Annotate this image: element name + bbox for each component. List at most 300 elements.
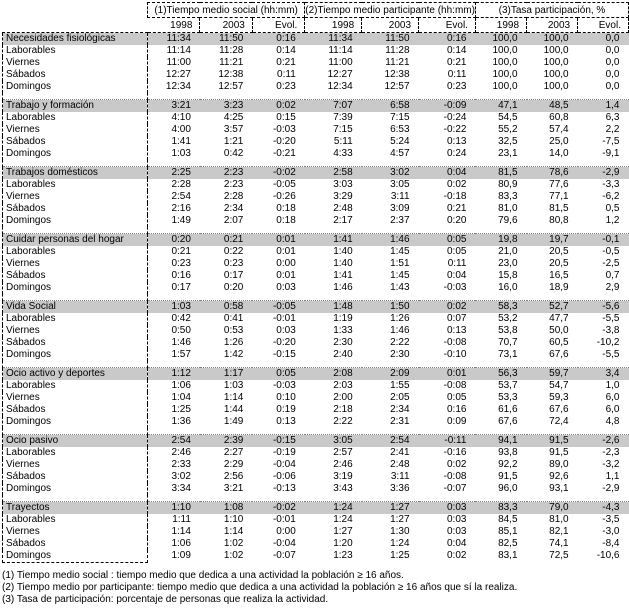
day-value: 3:03 [333, 179, 353, 190]
category-value: 78,6 [527, 167, 578, 180]
day-label: Domingos [3, 349, 148, 361]
day-value: 74,1 [549, 538, 569, 549]
day-value: 0:42 [171, 313, 191, 324]
day-value: 11:00 [166, 57, 191, 68]
day-value: 2:56 [223, 471, 244, 482]
day-row [3, 215, 629, 227]
day-value: -6,2 [602, 191, 620, 202]
day-value: 47,7 [549, 313, 569, 324]
category-value: 81,5 [475, 167, 526, 180]
day-value: 92,2 [498, 459, 518, 470]
day-value: 0:13 [276, 416, 296, 427]
col-group-title-tiempo-medio-social: (1)Tiempo medio social (hh:mm) [147, 3, 304, 18]
day-value: 3:21 [223, 483, 244, 494]
day-value: 0:21 [446, 57, 467, 68]
category-value: -4,3 [578, 502, 629, 515]
day-value: 3:02 [171, 471, 191, 482]
day-value: 1,2 [605, 215, 620, 226]
day-row [3, 282, 629, 294]
col-group-title-tiempo-medio-participante: (2)Tiempo medio participante (hh:mm) [305, 4, 475, 16]
day-value: -0:07 [443, 483, 467, 494]
day-value: 0:02 [446, 459, 467, 470]
category-value: 0:16 [419, 33, 476, 46]
category-value: -2,9 [578, 167, 629, 180]
header-empty-cell [3, 3, 148, 18]
day-value: 1:43 [390, 282, 410, 293]
day-value: 1:41 [333, 270, 353, 281]
day-row [3, 416, 629, 428]
day-value: -0:01 [272, 313, 296, 324]
day-value: 0:03 [276, 325, 296, 336]
day-value: 1:23 [333, 550, 353, 562]
day-value: 0:03 [446, 514, 467, 525]
day-value: 32,5 [498, 136, 518, 147]
category-value: 58,3 [475, 301, 526, 314]
day-value: -8,4 [602, 538, 620, 549]
day-value: 100,0 [492, 57, 518, 68]
category-value: -0,1 [578, 234, 629, 247]
day-value: 0:07 [446, 313, 467, 324]
day-value: 4:00 [171, 124, 191, 135]
category-value: -0:02 [252, 167, 304, 180]
day-value: 1:24 [333, 514, 353, 525]
day-value: 0:09 [446, 416, 467, 427]
day-value: 0:03 [276, 282, 296, 293]
day-value: 1:46 [333, 282, 353, 293]
day-value: 3:11 [390, 191, 410, 202]
day-value: 3:05 [390, 179, 410, 190]
footnote: (1) Tiempo medio social : tiempo medio que dedica a una actividad la población ≥ 16 años. [2, 570, 404, 581]
day-value: 53,7 [498, 380, 518, 391]
day-value: 11:00 [328, 57, 353, 68]
day-row [3, 179, 629, 191]
day-value: 0:20 [446, 215, 467, 226]
category-value: 0:16 [252, 33, 304, 46]
day-value: 0:50 [171, 325, 191, 336]
day-value: -5,5 [602, 313, 620, 324]
category-value: 1:08 [200, 502, 252, 515]
day-value: 89,0 [549, 459, 569, 470]
day-value: 59,3 [549, 392, 569, 403]
day-value: 5:24 [390, 136, 410, 147]
day-value: -0:08 [443, 337, 467, 348]
day-value: 0:03 [446, 526, 467, 537]
day-value: 77,6 [549, 179, 569, 190]
day-value: 2:40 [333, 349, 353, 360]
category-value: 100,0 [527, 33, 578, 46]
day-value: 100,0 [492, 45, 518, 56]
day-value: 2:46 [333, 459, 353, 470]
day-value: 0,0 [605, 69, 620, 80]
day-value: 96,0 [498, 483, 518, 494]
day-value: 0,0 [605, 45, 620, 56]
day-label: Viernes [3, 124, 148, 136]
day-value: -9,1 [602, 148, 620, 159]
day-value: 0,7 [605, 270, 620, 281]
day-value: 5:11 [333, 136, 353, 147]
day-value: -7,5 [602, 136, 620, 147]
day-value: 0:11 [447, 258, 467, 269]
day-value: 0:19 [276, 404, 296, 415]
day-value: -0:13 [272, 483, 296, 494]
day-value: -0:21 [272, 148, 296, 159]
category-value: 83,3 [475, 502, 526, 515]
day-value: 1:04 [171, 392, 191, 403]
day-value: -0:03 [443, 282, 467, 293]
day-value: -2,5 [602, 258, 620, 269]
day-value: 2:33 [171, 459, 191, 470]
category-label: Ocio activo y deportes [3, 368, 148, 381]
day-value: 1:03 [223, 380, 244, 391]
day-value: 11:21 [219, 57, 244, 68]
day-value: 0:16 [446, 404, 467, 415]
year-header-group2-2003: 2003 [362, 18, 419, 33]
day-value: 0:14 [276, 45, 296, 56]
day-value: 67,6 [549, 349, 569, 360]
day-value: -0:22 [443, 124, 467, 135]
day-value: 2:22 [390, 337, 410, 348]
day-value: 100,0 [492, 69, 518, 80]
day-value: 100,0 [543, 57, 569, 68]
category-value: 59,7 [527, 368, 578, 381]
day-value: -0:24 [443, 112, 467, 123]
table-header [3, 3, 629, 33]
day-value: 0:53 [223, 325, 244, 336]
day-value: 85,1 [498, 526, 518, 537]
category-value: 0:05 [419, 234, 476, 247]
day-value: 3:11 [390, 471, 410, 482]
day-label: Domingos [3, 282, 148, 294]
category-value: 11:34 [305, 33, 362, 46]
day-value: 1:27 [333, 526, 353, 537]
day-label: Viernes [3, 526, 148, 538]
day-value: 54,7 [549, 380, 569, 391]
day-value: 2:30 [390, 349, 410, 360]
day-value: -0:05 [272, 179, 296, 190]
day-row [3, 380, 629, 392]
day-value: 0:20 [223, 282, 244, 293]
category-value: 1:50 [362, 301, 419, 314]
day-label: Laborables [3, 447, 148, 459]
day-value: 0:22 [223, 246, 244, 257]
category-value: 91,5 [527, 435, 578, 448]
day-value: 100,0 [543, 69, 569, 80]
category-value: 1:12 [147, 368, 199, 381]
day-row [3, 270, 629, 282]
day-label: Laborables [3, 45, 148, 57]
header-year-row [3, 18, 629, 33]
day-row [3, 258, 629, 270]
day-value: 2,9 [605, 282, 620, 293]
day-value: 0:02 [446, 550, 467, 562]
day-value: 3:36 [390, 483, 410, 494]
day-value: 92,6 [549, 471, 569, 482]
day-value: 0:21 [446, 203, 467, 214]
day-value: -0:03 [272, 124, 296, 135]
day-value: 16,0 [498, 282, 518, 293]
day-value: 100,0 [492, 81, 518, 92]
category-value: -0:15 [252, 435, 304, 448]
day-value: 12:57 [218, 81, 244, 92]
day-value: 0,5 [605, 203, 620, 214]
day-label: Sábados [3, 270, 148, 282]
day-value: 11:28 [219, 45, 244, 56]
category-value: -0:09 [419, 100, 476, 113]
day-label: Viernes [3, 459, 148, 471]
category-value: 7:07 [305, 100, 362, 113]
category-value: 0:03 [419, 502, 476, 515]
category-value: 11:50 [200, 33, 252, 46]
category-value: 2:54 [362, 435, 419, 448]
category-value: -0:05 [252, 301, 304, 314]
day-row [3, 550, 629, 563]
day-value: 0:05 [446, 392, 467, 403]
day-value: 2:18 [333, 404, 353, 415]
category-value: 1:46 [362, 234, 419, 247]
day-value: 1:21 [223, 136, 244, 147]
category-label: Necesidades fisiológicas [3, 33, 148, 46]
day-value: 1:30 [390, 526, 410, 537]
day-value: 0:17 [223, 270, 244, 281]
day-value: 73,1 [498, 349, 518, 360]
day-label: Domingos [3, 550, 148, 563]
day-value: 0:04 [446, 538, 467, 549]
day-value: 11:14 [328, 45, 353, 56]
day-value: 3:34 [171, 483, 191, 494]
day-value: 3:43 [333, 483, 353, 494]
category-value: 94,1 [475, 435, 526, 448]
day-value: 20,5 [549, 258, 569, 269]
category-value: 1:27 [362, 502, 419, 515]
day-value: 4:25 [223, 112, 244, 123]
year-header-group3-evol: Evol. [578, 18, 629, 33]
day-value: -0:04 [272, 459, 296, 470]
day-label: Sábados [3, 337, 148, 349]
day-value: 6,3 [605, 112, 620, 123]
col-group-title-tasa-participacion: (3)Tasa participación, % [475, 3, 628, 18]
day-value: 2:54 [171, 191, 191, 202]
day-value: 0:00 [276, 526, 296, 537]
day-value: 4:57 [390, 148, 410, 159]
day-value: -0:08 [443, 471, 467, 482]
category-value: 0:20 [147, 234, 199, 247]
day-value: 12:38 [384, 69, 410, 80]
day-value: 70,7 [498, 337, 518, 348]
day-value: 1:06 [171, 538, 191, 549]
day-value: 1:46 [171, 337, 191, 348]
day-value: 2:31 [390, 416, 410, 427]
day-value: 0:21 [171, 246, 191, 257]
day-row [3, 349, 629, 361]
day-value: 72,4 [549, 416, 569, 427]
day-value: 60,8 [549, 112, 569, 123]
day-value: 53,3 [498, 392, 518, 403]
category-label: Trabajo y formación [3, 100, 148, 113]
day-label: Domingos [3, 215, 148, 227]
day-value: 4:33 [333, 148, 353, 159]
day-label: Domingos [3, 148, 148, 160]
day-value: -0:10 [443, 349, 467, 360]
day-value: -3,0 [602, 526, 620, 537]
day-value: 80,9 [498, 179, 518, 190]
day-value: 2:46 [171, 447, 191, 458]
day-row [3, 124, 629, 136]
day-row [3, 203, 629, 215]
day-value: 1:20 [333, 538, 353, 549]
day-value: -0:06 [272, 471, 296, 482]
day-value: 2:48 [390, 459, 410, 470]
day-row [3, 246, 629, 258]
category-value: 0:01 [419, 368, 476, 381]
day-value: 1:45 [390, 270, 410, 281]
year-header-group1-evol: Evol. [252, 18, 304, 33]
day-label: Sábados [3, 136, 148, 148]
category-value: 1:10 [147, 502, 199, 515]
day-value: 2:41 [390, 447, 410, 458]
day-value: 50,0 [549, 325, 569, 336]
day-value: 1,0 [605, 380, 620, 391]
day-value: 0:18 [276, 203, 296, 214]
category-label: Trayectos [3, 502, 148, 515]
day-value: -0:19 [272, 447, 296, 458]
day-value: 12:38 [218, 69, 244, 80]
day-row [3, 191, 629, 203]
day-value: -0:16 [443, 447, 467, 458]
day-label: Laborables [3, 380, 148, 392]
day-value: 1:25 [390, 550, 410, 562]
day-value: 0:11 [277, 69, 296, 80]
day-value: 12:57 [384, 81, 410, 92]
day-value: 23,1 [498, 148, 518, 159]
day-value: 0:11 [447, 69, 467, 80]
day-value: 3:09 [390, 203, 410, 214]
day-value: 0:14 [446, 45, 467, 56]
category-value: 52,7 [527, 301, 578, 314]
day-value: 4:10 [171, 112, 191, 123]
day-value: 1:10 [223, 514, 244, 525]
year-header-group2-1998: 1998 [305, 18, 362, 33]
day-value: 82,1 [549, 526, 569, 537]
day-row [3, 526, 629, 538]
day-value: 1:14 [223, 392, 244, 403]
day-value: 1:02 [223, 550, 244, 562]
day-value: -3,3 [602, 179, 620, 190]
day-label: Viernes [3, 392, 148, 404]
day-value: 0:23 [446, 81, 467, 92]
day-row [3, 45, 629, 57]
day-value: 93,1 [549, 483, 569, 494]
category-value: 1:03 [147, 301, 199, 314]
day-label: Viernes [3, 325, 148, 337]
category-value: 2:58 [305, 167, 362, 180]
day-value: 2:37 [390, 215, 410, 226]
day-value: 0:23 [223, 258, 244, 269]
day-value: 0:00 [276, 258, 296, 269]
day-value: -0:01 [272, 514, 296, 525]
day-label: Sábados [3, 538, 148, 550]
day-value: 0:01 [276, 246, 296, 257]
day-row [3, 404, 629, 416]
category-value: 0:21 [200, 234, 252, 247]
day-value: 93,8 [498, 447, 518, 458]
day-value: 1:26 [223, 337, 244, 348]
category-row [3, 234, 629, 247]
day-row [3, 538, 629, 550]
category-value: 0,0 [578, 33, 629, 46]
category-value: 0:01 [252, 234, 304, 247]
day-value: 0:18 [276, 215, 296, 226]
category-value: 1:41 [305, 234, 362, 247]
day-value: 81,0 [549, 514, 569, 525]
day-value: 25,0 [549, 136, 569, 147]
category-value: 2:09 [362, 368, 419, 381]
category-row [3, 33, 629, 46]
day-value: 2:57 [333, 447, 353, 458]
day-value: 3:29 [333, 191, 353, 202]
day-value: 55,2 [498, 124, 518, 135]
day-value: 54,5 [498, 112, 518, 123]
category-value: -0:02 [252, 502, 304, 515]
day-value: 11:28 [385, 45, 410, 56]
time-use-table [2, 2, 629, 563]
day-value: 0:10 [276, 392, 296, 403]
day-row [3, 112, 629, 124]
day-value: -0:03 [272, 380, 296, 391]
year-header-group3-2003: 2003 [527, 18, 578, 33]
day-label: Domingos [3, 81, 148, 93]
day-value: 1,1 [605, 471, 620, 482]
day-value: 1:26 [390, 313, 410, 324]
day-value: 57,4 [549, 124, 569, 135]
day-value: -0,5 [602, 246, 620, 257]
category-value: 3:05 [305, 435, 362, 448]
day-value: 2:28 [223, 191, 244, 202]
day-value: 6,0 [605, 392, 620, 403]
day-value: 1:40 [333, 246, 353, 257]
day-label: Sábados [3, 404, 148, 416]
day-value: 12:34 [327, 81, 353, 92]
category-label: Trabajos domésticos [3, 167, 148, 180]
day-label: Laborables [3, 313, 148, 325]
day-row [3, 337, 629, 349]
category-value: 19,7 [527, 234, 578, 247]
day-value: 81,0 [498, 203, 518, 214]
day-label: Domingos [3, 483, 148, 495]
day-value: 1:02 [223, 538, 244, 549]
day-value: 1:09 [171, 550, 191, 562]
day-value: 11:21 [385, 57, 410, 68]
category-value: 3:23 [200, 100, 252, 113]
day-value: 0,0 [605, 57, 620, 68]
day-label: Laborables [3, 112, 148, 124]
category-value: 2:39 [200, 435, 252, 448]
day-value: 0:17 [171, 282, 191, 293]
day-value: -0:18 [443, 191, 467, 202]
day-value: 7:39 [333, 112, 353, 123]
day-value: 18,9 [549, 282, 569, 293]
day-value: 0,0 [605, 81, 620, 92]
category-value: 0:02 [419, 301, 476, 314]
category-value: 3:02 [362, 167, 419, 180]
day-value: 80,8 [549, 215, 569, 226]
year-header-group3-1998: 1998 [475, 18, 526, 33]
category-value: 1,4 [578, 100, 629, 113]
day-value: 15,8 [498, 270, 518, 281]
day-value: 16,5 [549, 270, 569, 281]
day-value: 91,5 [498, 471, 518, 482]
day-value: 2:27 [223, 447, 244, 458]
table-body [3, 33, 629, 563]
